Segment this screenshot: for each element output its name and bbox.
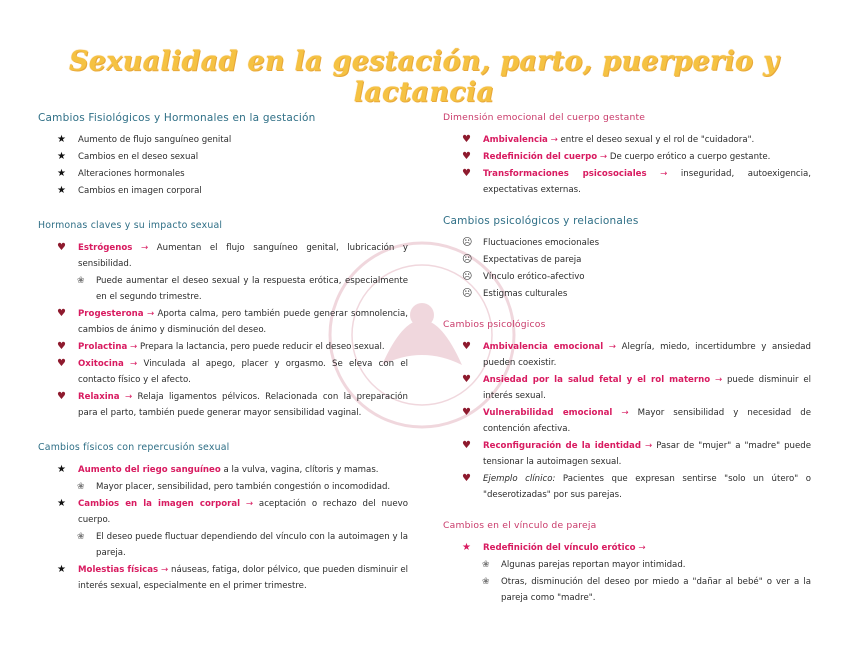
heart-icon: ♥ — [57, 341, 66, 352]
list-item: ♥ Transformaciones psicosociales → inseguridad, autoexigencia, expectativas externas. — [462, 168, 812, 195]
heart-icon: ♥ — [57, 358, 66, 369]
right-arrow-icon: → — [245, 499, 254, 509]
list-item: ★ Cambios en la imagen corporal → aceptación o rechazo del nuevo cuerpo. — [57, 498, 408, 525]
list-item: ❀ Puede aumentar el deseo sexual y la respuesta erótica, especialmente en el segundo trimestre. — [38, 273, 408, 305]
list-item: ♥ Ansiedad por la salud fetal y el rol materno → puede disminuir el interés sexual. — [462, 374, 812, 401]
star-icon: ★ — [462, 542, 471, 553]
right-column — [443, 104, 811, 607]
list-item: ★ Redefinición del vínculo erótico → — [443, 540, 811, 556]
heart-icon: ♥ — [462, 151, 471, 162]
star-icon: ★ — [57, 498, 66, 509]
section-title: Cambios Fisiológicos y Hormonales en la gestación — [38, 112, 316, 124]
right-arrow-icon: → — [146, 309, 155, 319]
page-title: Sexualidad en la gestación, parto, puerperio y lactancia — [68, 46, 779, 108]
heart-icon: ♥ — [57, 242, 66, 253]
flower-icon: ❀ — [77, 482, 85, 492]
flower-icon: ❀ — [482, 577, 490, 587]
list-item: ★ Cambios en el deseo sexual — [38, 149, 408, 165]
section-title: Cambios físicos con repercusión sexual — [38, 442, 230, 453]
list-item: ♥ Estrógenos → Aumentan el flujo sanguíneo genital, lubricación y sensibilidad. — [57, 242, 408, 269]
flower-icon: ❀ — [77, 532, 85, 542]
list-item: ★ Aumento de flujo sanguíneo genital — [38, 132, 408, 148]
list-item: ❀ Mayor placer, sensibilidad, pero también congestión o incomodidad. — [38, 479, 408, 495]
list-item: ♥ Ambivalencia → entre el deseo sexual y el rol de "cuidadora". — [443, 132, 811, 148]
heart-icon: ♥ — [57, 308, 66, 319]
section-title: Dimensión emocional del cuerpo gestante — [443, 112, 646, 123]
right-arrow-icon: → — [660, 169, 668, 179]
list — [443, 540, 811, 606]
flower-icon: ❀ — [77, 276, 85, 286]
right-arrow-icon: → — [124, 392, 133, 402]
section-title: Cambios psicológicos y relacionales — [443, 215, 639, 227]
list-item: ★ Cambios en imagen corporal — [38, 183, 408, 199]
list-item: ☹ Estigmas culturales — [443, 286, 811, 302]
list-item: ★ Molestias físicas → náuseas, fatiga, dolor pélvico, que pueden disminuir el interés sexual, especialmente en el primer trimestre. — [57, 564, 409, 591]
star-icon: ★ — [57, 464, 66, 475]
list-item: ★ Alteraciones hormonales — [38, 166, 408, 182]
list-item: ♥ Progesterona → Aporta calma, pero también puede generar somnolencia, cambios de ánimo y disminución del deseo. — [57, 308, 409, 335]
heart-icon: ♥ — [57, 391, 66, 402]
list-item: ★ Aumento del riego sanguíneo a la vulva, vagina, clítoris y mamas. — [38, 462, 408, 478]
right-arrow-icon: → — [714, 375, 723, 385]
list — [443, 339, 811, 503]
heart-icon: ♥ — [462, 440, 471, 451]
list-item: ♥ Prolactina → Prepara la lactancia, pero puede reducir el deseo sexual. — [38, 339, 408, 355]
section-title: Hormonas claves y su impacto sexual — [38, 220, 223, 231]
star-icon: ★ — [57, 134, 66, 145]
star-icon: ★ — [57, 185, 66, 196]
right-arrow-icon: → — [160, 565, 169, 575]
right-arrow-icon: → — [638, 543, 646, 553]
heart-icon: ♥ — [462, 341, 471, 352]
list-item: ❀ El deseo puede fluctuar dependiendo del vínculo con la autoimagen y la pareja. — [38, 529, 408, 561]
right-arrow-icon: → — [608, 342, 616, 352]
sad-face-icon: ☹ — [462, 271, 473, 282]
list-item: ❀ Algunas parejas reportan mayor intimidad. — [443, 557, 811, 573]
right-arrow-icon: → — [140, 243, 149, 253]
list — [38, 132, 408, 199]
right-arrow-icon: → — [599, 152, 608, 162]
list-item: ♥ Redefinición del cuerpo → De cuerpo erótico a cuerpo gestante. — [443, 149, 811, 165]
sad-face-icon: ☹ — [462, 254, 473, 265]
list-item: ☹ Fluctuaciones emocionales — [443, 235, 811, 251]
list-item: ♥ Oxitocina → Vinculada al apego, placer y orgasmo. Se eleva con el contacto físico y el afecto. — [57, 358, 408, 385]
list — [38, 240, 408, 421]
list-item: ♥ Ejemplo clínico: Pacientes que expresan sentirse "solo un útero" o "deserotizadas" por sus parejas. — [462, 473, 811, 500]
star-icon: ★ — [57, 564, 66, 575]
list-item: ❀ Otras, disminución del deseo por miedo a "dañar al bebé" o ver a la pareja como "madre". — [443, 574, 811, 606]
right-arrow-icon: → — [621, 408, 629, 418]
list — [38, 462, 408, 594]
section-title: Cambios psicológicos — [443, 319, 546, 330]
section-title: Cambios en el vínculo de pareja — [443, 520, 597, 531]
heart-icon: ♥ — [462, 134, 471, 145]
star-icon: ★ — [57, 151, 66, 162]
list-item: ♥ Reconfiguración de la identidad → Pasar de "mujer" a "madre" puede tensionar la autoimagen sexual. — [462, 440, 812, 467]
right-arrow-icon: → — [130, 342, 138, 352]
sad-face-icon: ☹ — [462, 237, 473, 248]
list-item: ♥ Ambivalencia emocional → Alegría, miedo, incertidumbre y ansiedad pueden coexistir. — [462, 341, 811, 368]
heart-icon: ♥ — [462, 168, 471, 179]
star-icon: ★ — [57, 168, 66, 179]
right-arrow-icon: → — [550, 135, 558, 145]
list — [443, 235, 811, 302]
heart-icon: ♥ — [462, 374, 471, 385]
sad-face-icon: ☹ — [462, 288, 473, 299]
list — [443, 132, 811, 198]
list-item: ♥ Vulnerabilidad emocional → Mayor sensibilidad y necesidad de contención afectiva. — [462, 407, 811, 434]
list-item: ☹ Vínculo erótico-afectivo — [443, 269, 811, 285]
heart-icon: ♥ — [462, 407, 471, 418]
flower-icon: ❀ — [482, 560, 490, 570]
left-column — [38, 104, 408, 595]
right-arrow-icon: → — [645, 441, 653, 451]
list-item: ☹ Expectativas de pareja — [443, 252, 811, 268]
list-item: ♥ Relaxina → Relaja ligamentos pélvicos. Relacionada con la preparación para el parto, también puede generar mayor sensibilidad vaginal. — [57, 391, 409, 418]
right-arrow-icon: → — [130, 359, 138, 369]
heart-icon: ♥ — [462, 473, 471, 484]
